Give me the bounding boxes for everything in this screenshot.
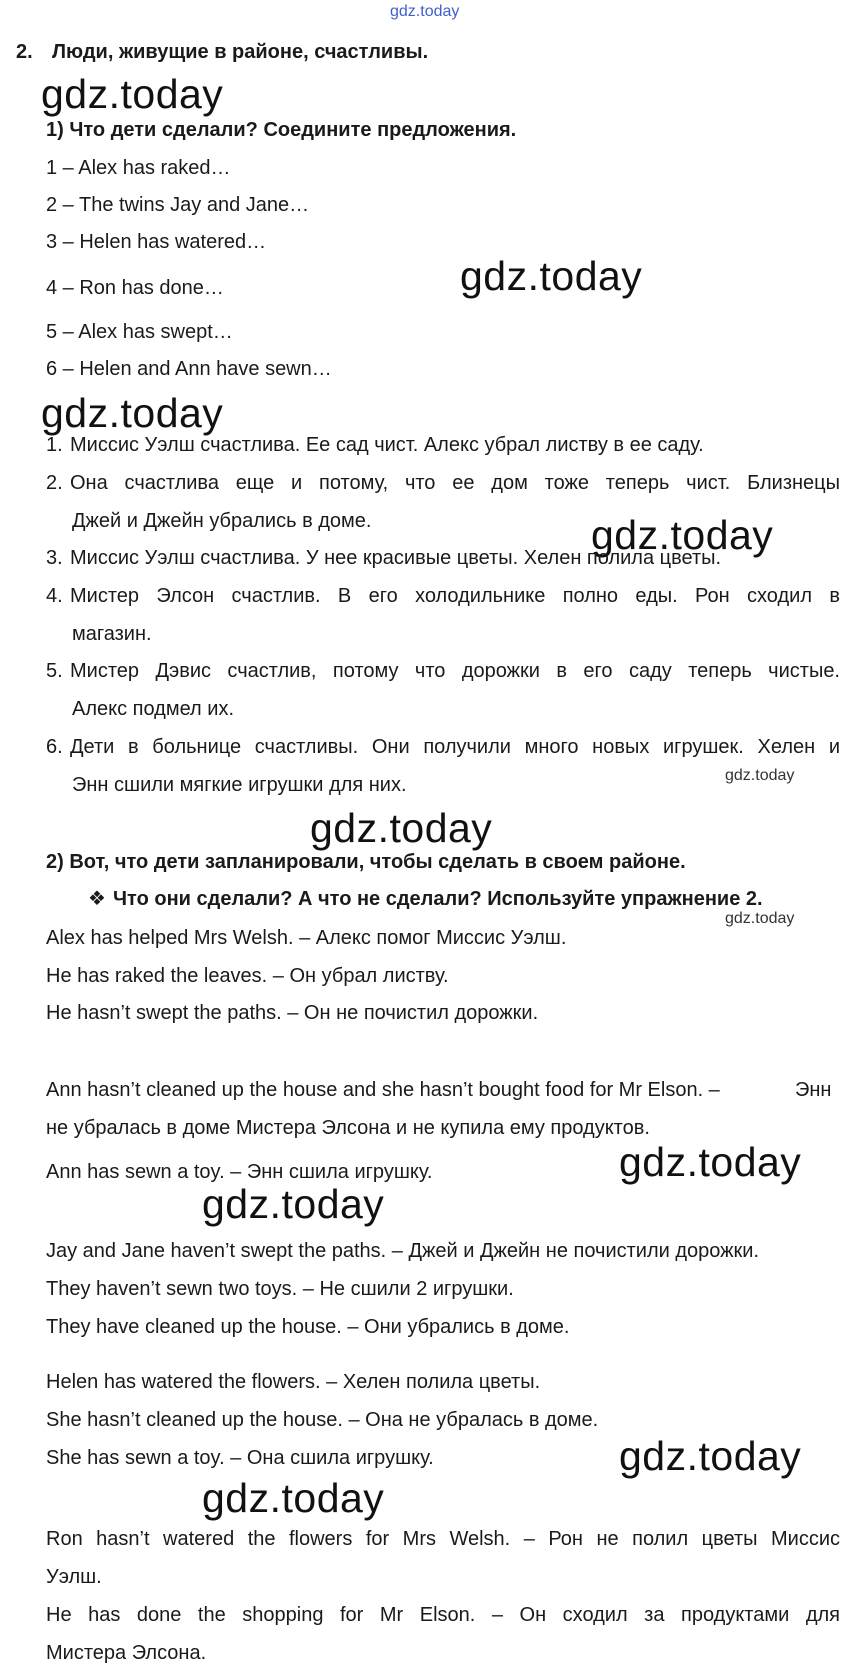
watermark-large-5: gdz.today <box>310 805 493 851</box>
answer-1-number: 1. <box>46 434 63 456</box>
jj-line-1: Jay and Jane haven’t swept the paths. – Джей и Джейн не почистили дорожки. <box>46 1240 760 1262</box>
exercise-number: 2. <box>16 41 33 63</box>
answer-6-line-2: Энн сшили мягкие игрушки для них. <box>72 774 407 796</box>
stem-2: 2 – The twins Jay and Jane… <box>46 194 310 216</box>
alex-line-2: He has raked the leaves. – Он убрал листву. <box>46 965 449 987</box>
watermark-large-2: gdz.today <box>460 253 643 299</box>
ann-line-3: Ann has sewn a toy. – Энн сшила игрушку. <box>46 1161 433 1183</box>
ron-line-2: Уэлш. <box>46 1566 102 1588</box>
helen-line-2: She hasn’t cleaned up the house. – Она не убралась в доме. <box>46 1409 599 1431</box>
watermark-small-1: gdz.today <box>725 767 795 784</box>
ann-line-1a: Ann hasn’t cleaned up the house and she hasn’t bought food for Mr Elson. – <box>46 1079 720 1101</box>
part2-subheading: Что они сделали? А что не сделали? Используйте упражнение 2. <box>113 888 763 910</box>
watermark-large-1: gdz.today <box>41 71 224 117</box>
ann-line-2: не убралась в доме Мистера Элсона и не купила ему продуктов. <box>46 1117 650 1139</box>
stem-1: 1 – Alex has raked… <box>46 157 231 179</box>
exercise-title: Люди, живущие в районе, счастливы. <box>52 41 429 63</box>
part2-heading: 2) Вот, что дети запланировали, чтобы сделать в своем районе. <box>46 851 686 873</box>
watermark-large-4: gdz.today <box>591 512 774 558</box>
alex-line-3: He hasn’t swept the paths. – Он не почистил дорожки. <box>46 1002 539 1024</box>
answer-6-line-1: Дети в больнице счастливы. Они получили много новых игрушек. Хелен и <box>70 736 840 758</box>
watermark-small-2: gdz.today <box>725 910 795 927</box>
answer-5-line-1: Мистер Дэвис счастлив, потому что дорожки в его саду теперь чистые. <box>70 660 840 682</box>
helen-line-1: Helen has watered the flowers. – Хелен полила цветы. <box>46 1371 541 1393</box>
answer-5-line-2: Алекс подмел их. <box>72 698 235 720</box>
answer-2-line-1: Она счастлива еще и потому, что ее дом тоже теперь чист. Близнецы <box>70 472 840 494</box>
ron-line-1: Ron hasn’t watered the flowers for Mrs Welsh. – Рон не полил цветы Миссис <box>46 1528 840 1550</box>
stem-3: 3 – Helen has watered… <box>46 231 267 253</box>
ron-line-4: Мистера Элсона. <box>46 1642 207 1664</box>
answer-2-number: 2. <box>46 472 63 494</box>
answer-3-line-1: Миссис Уэлш счастлива. У нее красивые цветы. Хелен полила цветы. <box>70 547 722 569</box>
watermark-large-3: gdz.today <box>41 390 224 436</box>
ann-line-1b: Энн <box>795 1079 832 1101</box>
watermark-large-9: gdz.today <box>202 1475 385 1521</box>
alex-line-1: Alex has helped Mrs Welsh. – Алекс помог Миссис Уэлш. <box>46 927 567 949</box>
answer-4-number: 4. <box>46 585 63 607</box>
watermark-large-8: gdz.today <box>619 1433 802 1479</box>
answer-6-number: 6. <box>46 736 63 758</box>
ron-line-3: He has done the shopping for Mr Elson. – Он сходил за продуктами для <box>46 1604 840 1626</box>
watermark-large-7: gdz.today <box>202 1181 385 1227</box>
helen-line-3: She has sewn a toy. – Она сшила игрушку. <box>46 1447 434 1469</box>
stem-5: 5 – Alex has swept… <box>46 321 233 343</box>
jj-line-2: They haven’t sewn two toys. – Не сшили 2 игрушки. <box>46 1278 514 1300</box>
answer-2-line-2: Джей и Джейн убрались в доме. <box>72 510 372 532</box>
bullet-icon: ❖ <box>88 888 106 910</box>
answer-5-number: 5. <box>46 660 63 682</box>
part1-heading: 1) Что дети сделали? Соедините предложения. <box>46 119 517 141</box>
watermark-top: gdz.today <box>390 3 460 20</box>
stem-6: 6 – Helen and Ann have sewn… <box>46 358 332 380</box>
answer-3-number: 3. <box>46 547 63 569</box>
answer-4-line-1: Мистер Элсон счастлив. В его холодильнике полно еды. Рон сходил в <box>70 585 840 607</box>
stem-4: 4 – Ron has done… <box>46 277 224 299</box>
jj-line-3: They have cleaned up the house. – Они убрались в доме. <box>46 1316 570 1338</box>
answer-4-line-2: магазин. <box>72 623 152 645</box>
answer-1-line-1: Миссис Уэлш счастлива. Ее сад чист. Алекс убрал листву в ее саду. <box>70 434 704 456</box>
watermark-large-6: gdz.today <box>619 1139 802 1185</box>
